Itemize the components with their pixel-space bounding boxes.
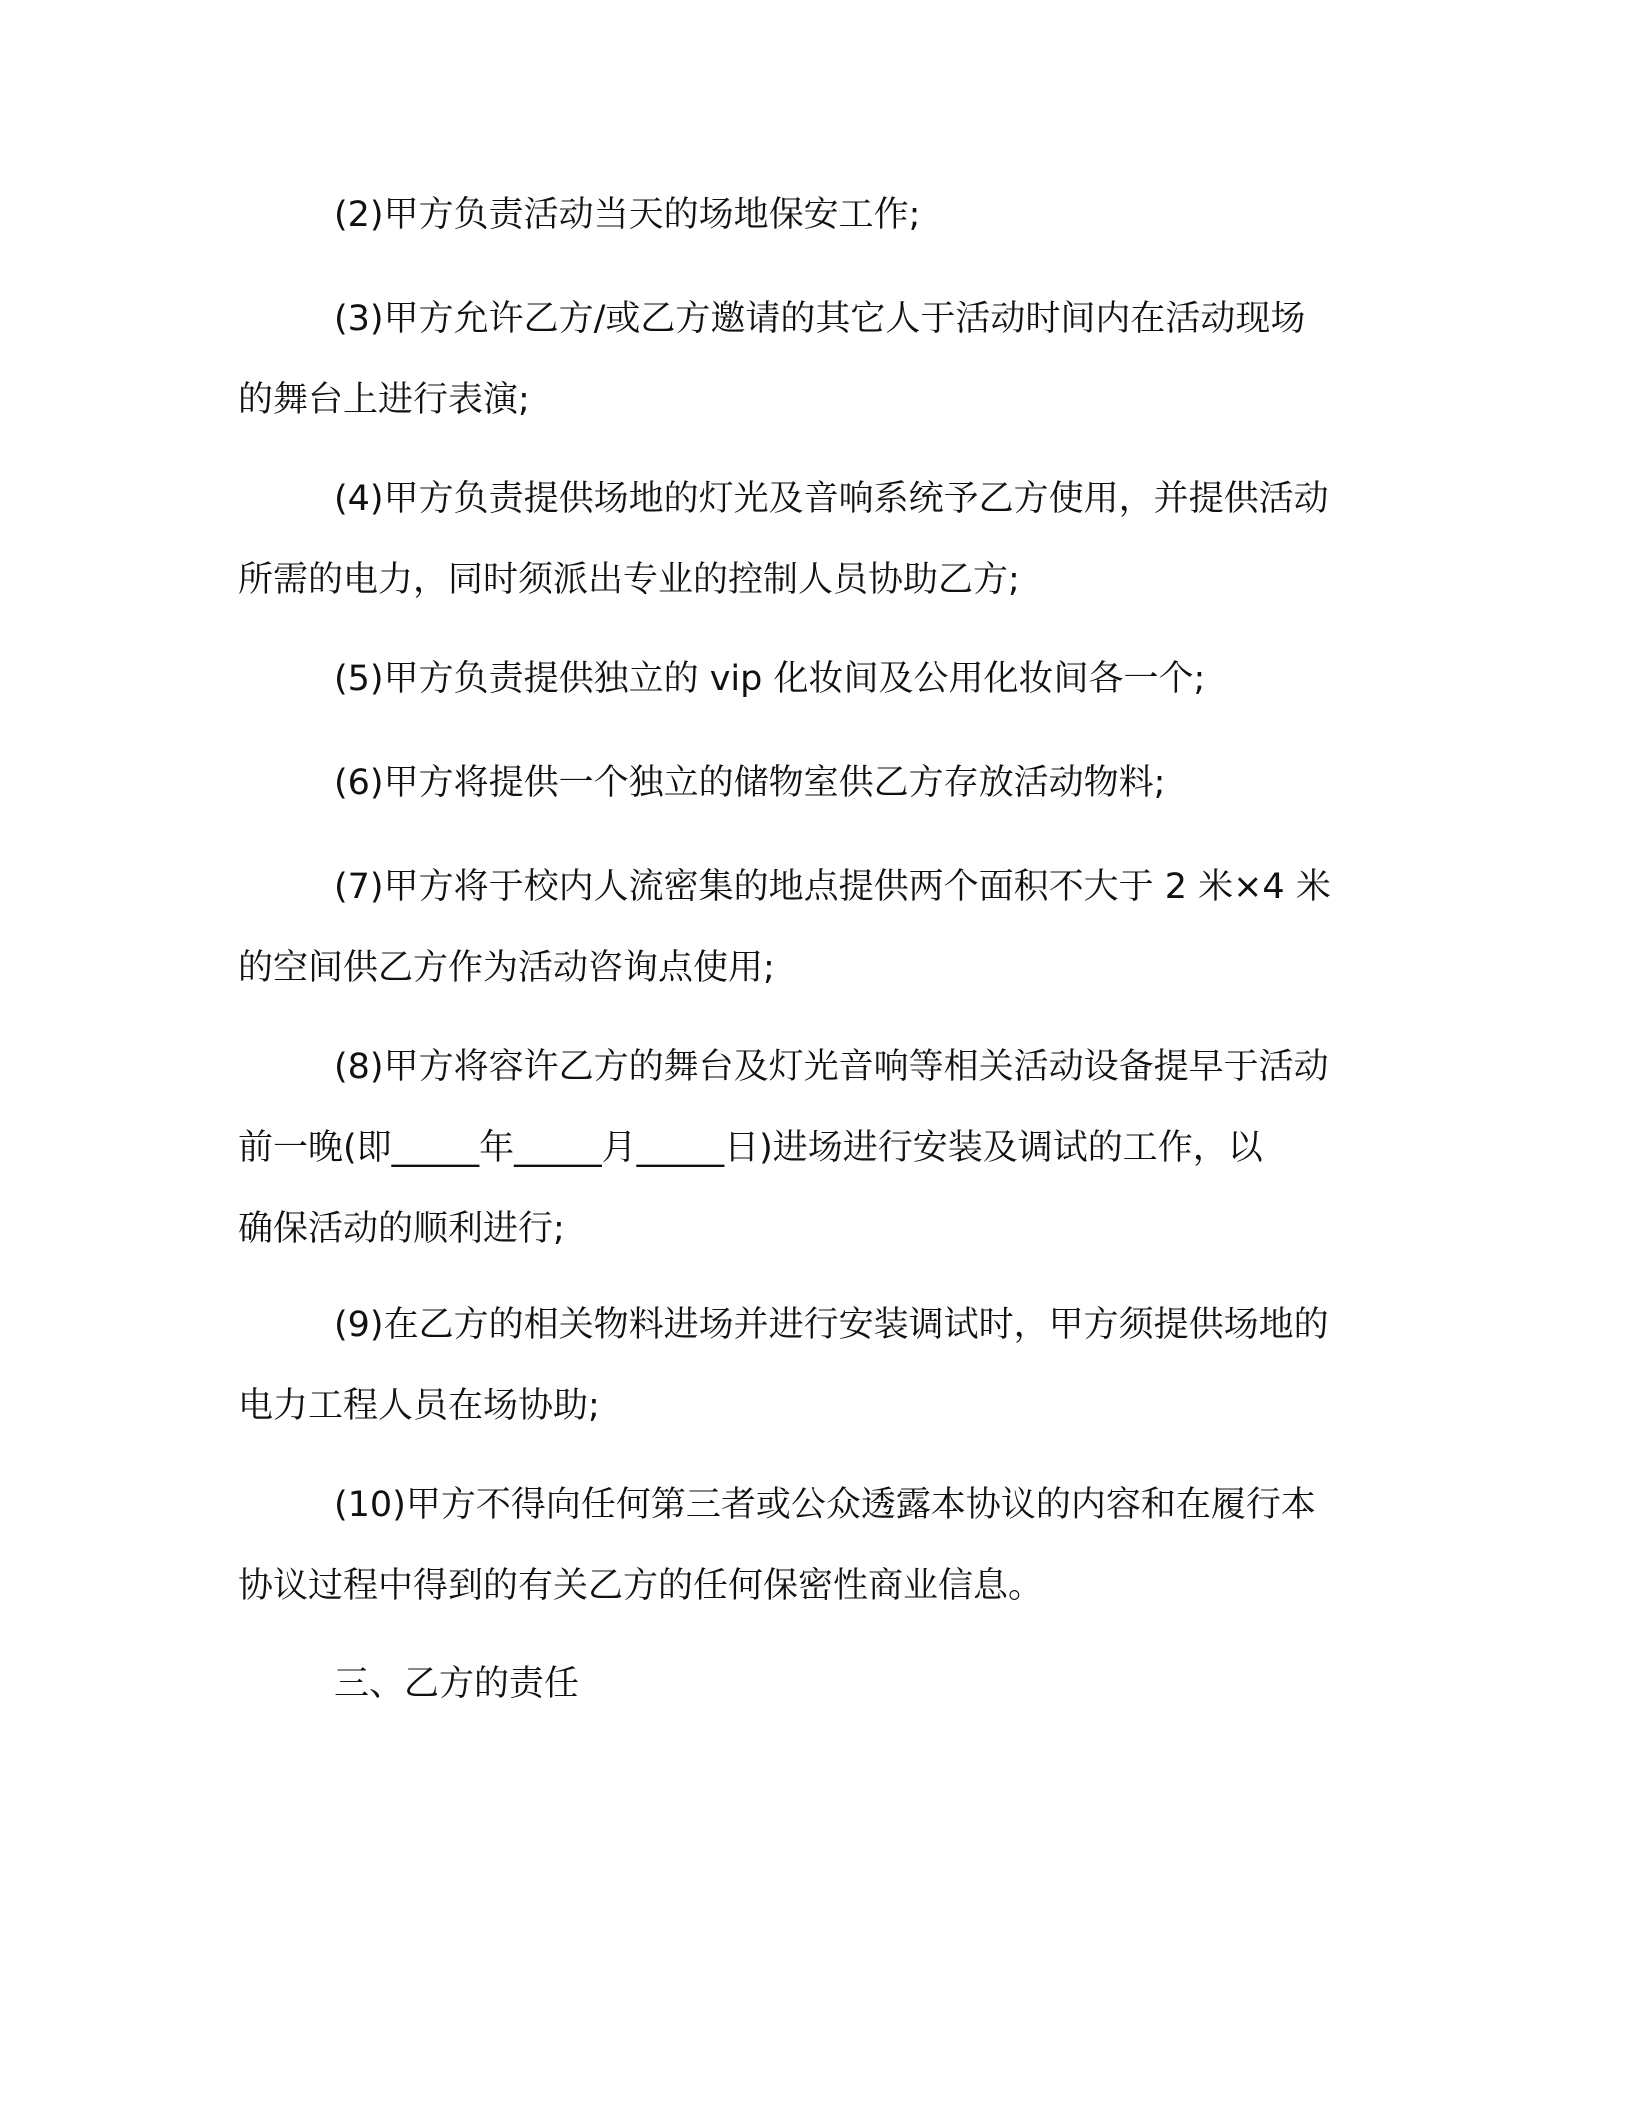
section-heading: [238, 1664, 1388, 1748]
paragraph-3: [238, 299, 1388, 464]
heading-text: 三、乙方的责任: [334, 1664, 580, 1704]
text-line: 的舞台上进行表演;: [238, 380, 530, 420]
text-line: 协议过程中得到的有关乙方的任何保密性商业信息。: [238, 1566, 1044, 1606]
text-line: (8)甲方将容许乙方的舞台及灯光音响等相关活动设备提早于活动: [334, 1047, 1329, 1087]
text-line: 所需的电力，同时须派出专业的控制人员协助乙方;: [238, 560, 1020, 600]
paragraph-6: [238, 763, 1388, 847]
text-line: (2)甲方负责活动当天的场地保安工作;: [334, 195, 921, 235]
text-line: (9)在乙方的相关物料进场并进行安装调试时，甲方须提供场地的: [334, 1305, 1329, 1345]
paragraph-9: [238, 1305, 1388, 1470]
paragraph-7: [238, 867, 1388, 1032]
text-line: (5)甲方负责提供独立的 vip 化妆间及公用化妆间各一个;: [334, 659, 1206, 699]
text-line: (10)甲方不得向任何第三者或公众透露本协议的内容和在履行本: [334, 1485, 1316, 1525]
text-line: (7)甲方将于校内人流密集的地点提供两个面积不大于 2 米×4 米: [334, 867, 1331, 907]
text-line: (3)甲方允许乙方/或乙方邀请的其它人于活动时间内在活动现场: [334, 299, 1306, 339]
text-line: (4)甲方负责提供场地的灯光及音响系统予乙方使用，并提供活动: [334, 479, 1329, 519]
paragraph-5: [238, 659, 1388, 743]
text-line: 的空间供乙方作为活动咨询点使用;: [238, 948, 775, 988]
text-line: (6)甲方将提供一个独立的储物室供乙方存放活动物料;: [334, 763, 1166, 803]
text-line: 确保活动的顺利进行;: [238, 1209, 565, 1249]
paragraph-10: [238, 1485, 1388, 1650]
text-line: 前一晚(即_____年_____月_____日)进场进行安装及调试的工作，以: [238, 1128, 1263, 1168]
paragraph-4: [238, 479, 1388, 644]
paragraph-8: [238, 1047, 1388, 1293]
paragraph-2: [238, 195, 1388, 279]
text-line: 电力工程人员在场协助;: [238, 1386, 600, 1426]
